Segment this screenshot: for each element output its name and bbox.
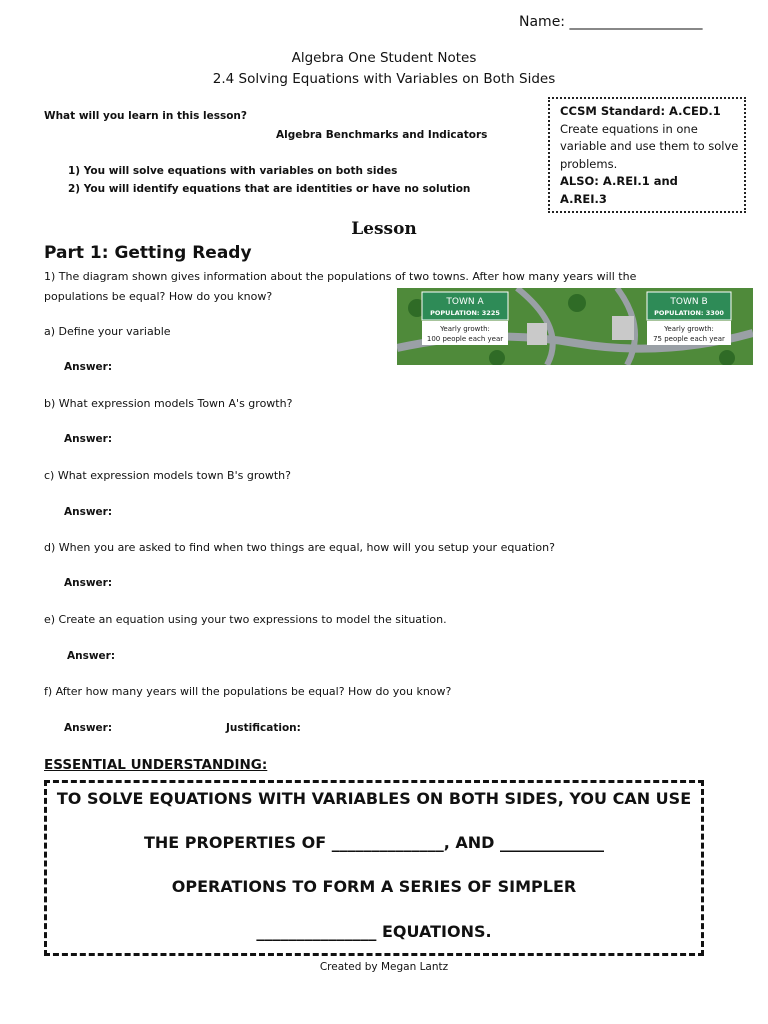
tree [568,294,586,312]
document-title: Algebra One Student Notes [291,50,477,66]
question-f: f) After how many years will the populations be equal? How do you know? [44,685,452,698]
question-b: b) What expression models Town A's growth? [44,397,293,410]
goal-item: 1) You will solve equations with variables on both sides [68,165,398,177]
problem-line: 1) The diagram shown gives information about the populations of two towns. After how many years will the [44,270,637,283]
town-b-growth-value: 75 people each year [653,335,725,343]
standard-heading: CCSM Standard: A.CED.1 [560,104,721,118]
benchmarks-heading: Algebra Benchmarks and Indicators [276,129,488,141]
answer-label: Answer: [64,361,113,373]
justification-label: Justification: [226,722,301,734]
question-d: d) When you are asked to find when two things are equal, how will you setup your equation? [44,541,555,554]
town-a-growth-label: Yearly growth: [440,325,490,333]
building [527,323,547,345]
part-heading: Part 1: Getting Ready [44,243,252,263]
question-c: c) What expression models town B's growth? [44,469,291,482]
goal-item: 2) You will identify equations that are identities or have no solution [68,183,471,195]
standard-also: A.REI.3 [560,191,607,206]
essential-line: _______________ EQUATIONS. [256,922,492,941]
document-subtitle: 2.4 Solving Equations with Variables on Both Sides [212,71,556,87]
standard-also: ALSO: A.REI.1 and [560,174,678,188]
answer-label: Answer: [64,577,113,589]
town-b-growth-label: Yearly growth: [664,325,714,333]
question-e: e) Create an equation using your two expressions to model the situation. [44,613,447,626]
town-a-growth-value: 100 people each year [426,335,504,343]
essential-line: OPERATIONS TO FORM A SERIES OF SIMPLER [171,877,577,896]
town-b-label: TOWN B [670,297,708,307]
answer-label: Answer: [64,722,113,734]
standard-line: variable and use them to solve [560,139,739,153]
essential-line: TO SOLVE EQUATIONS WITH VARIABLES ON BOTH SIDES, YOU CAN USE [56,789,692,808]
standard-line: Create equations in one [560,121,698,136]
standard-line: problems. [560,156,618,171]
essential-understanding-heading: ESSENTIAL UNDERSTANDING: [44,757,268,773]
answer-label: Answer: [64,506,113,518]
footer-credit: Created by Megan Lantz [319,961,449,973]
essential-line: THE PROPERTIES OF ______________, AND _____________ [144,833,604,852]
standard-box [548,97,746,213]
problem-line: populations be equal? How do you know? [44,290,273,303]
learn-question: What will you learn in this lesson? [44,110,248,122]
building [612,316,634,340]
name-field-label: Name: ___________________ [519,14,703,30]
town-a-population: POPULATION: 3225 [430,309,500,317]
lesson-heading: Lesson [351,219,417,239]
question-a: a) Define your variable [44,325,171,338]
answer-label: Answer: [64,433,113,445]
town-b-population: POPULATION: 3300 [654,309,724,317]
town-a-label: TOWN A [446,297,484,307]
town-population-diagram [397,288,753,365]
answer-label: Answer: [67,650,116,662]
